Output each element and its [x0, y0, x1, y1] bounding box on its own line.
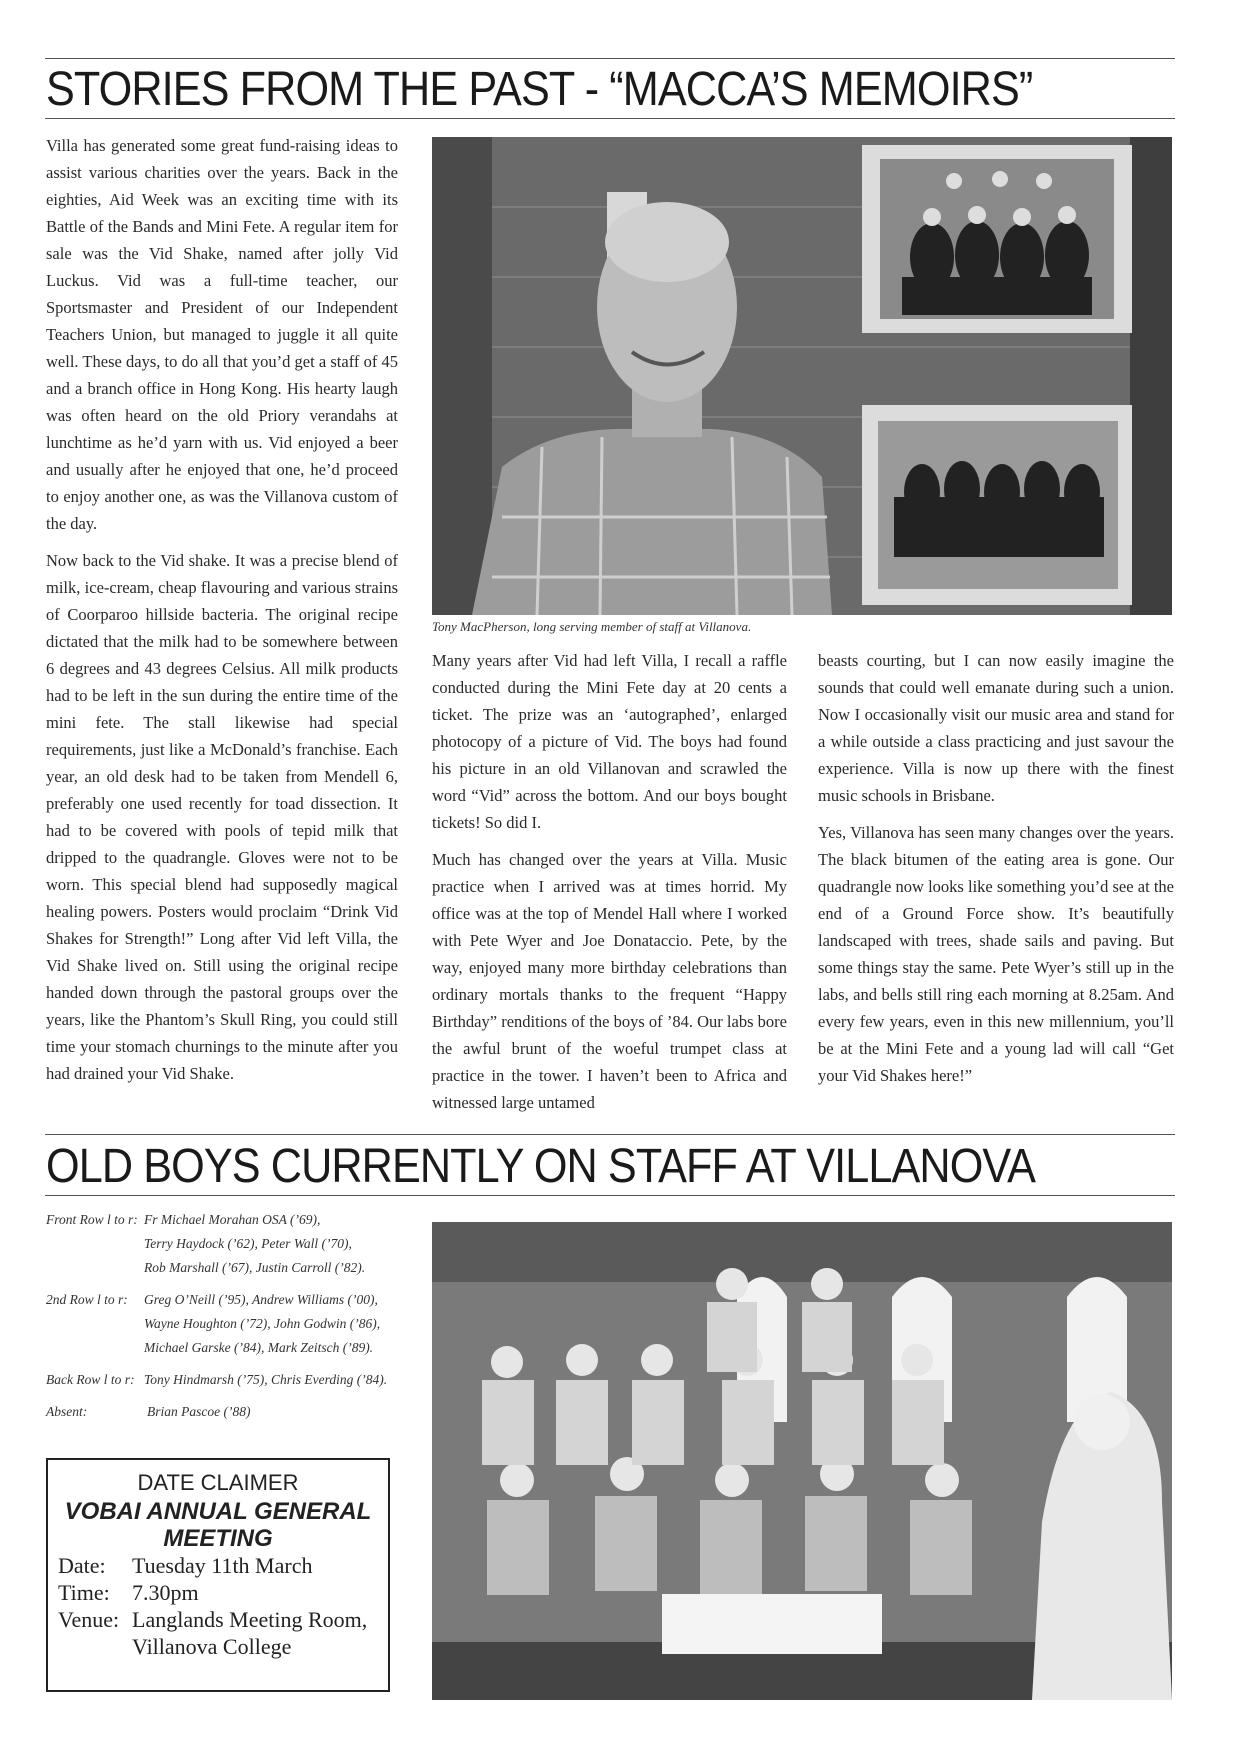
group-photo-illustration [432, 1222, 1172, 1700]
staff-credits [46, 1208, 426, 1432]
time-value: 7.30pm [132, 1580, 199, 1605]
date-row [58, 1552, 378, 1579]
venue-line: Villanova College [132, 1634, 292, 1659]
credit-line: Rob Marshall (’67), Justin Carroll (’82). [144, 1260, 366, 1275]
venue-row [58, 1606, 378, 1660]
credit-label: 2nd Row l to r: [46, 1292, 128, 1307]
credit-line: Terry Haydock (’62), Peter Wall (’70), [144, 1236, 352, 1251]
date-claimer-tag: DATE CLAIMER [137, 1470, 299, 1495]
date-label: Date: [58, 1553, 106, 1578]
date-claimer-box [46, 1458, 390, 1692]
staff-headline: OLD BOYS CURRENTLY ON STAFF AT VILLANOVA [46, 1140, 1036, 1193]
credit-line: Brian Pascoe (’88) [147, 1404, 251, 1419]
date-claimer-title: VOBAI ANNUAL GENERAL MEETING [64, 1498, 372, 1552]
photo-caption: Tony MacPherson, long serving member of staff at Villanova. [432, 619, 752, 634]
time-row [58, 1579, 378, 1606]
credit-front-row [46, 1208, 426, 1280]
staff-headline-underline [45, 1195, 1175, 1196]
story-paragraph: Villa has generated some great fund-raising ideas to assist various charities over the years. Back in the eighties, Aid Week was an exciting time with its Battle of the Bands and Mini Fete. A regular item for sale was the Vid Shake, named after jolly Vid Luckus. Vid was a full-time teacher, our Sportsmaster and President of our Independent Teachers Union, but managed to juggle it all quite well. These days, to do all that you’d get a staff of 45 and a branch office in Hong Kong. His hearty laugh was often heard on the old Priory verandahs at lunchtime as he’d yarn with us. Vid enjoyed a beer and usually after he enjoyed that one, he’d proceed to enjoy another one, as was the Villanova custom of the day. [46, 136, 398, 533]
story-paragraph: Many years after Vid had left Villa, I recall a raffle conducted during the Mini Fete day at 20 cents a ticket. The prize was an ‘autographed’, enlarged photocopy of a picture of Vid. The boys had found his picture in an old Villanovan and scrawled the word “Vid” across the bottom. And our boys bought tickets! So did I. [432, 651, 787, 832]
headline-underline [45, 118, 1175, 119]
venue-line: Langlands Meeting Room, [132, 1607, 368, 1632]
credit-line: Michael Garske (’84), Mark Zeitsch (’89). [144, 1340, 374, 1355]
story-paragraph: Yes, Villanova has seen many changes over the years. The black bitumen of the eating area is gone. Our quadrangle now looks like something you’d see at the end of a Ground Force show. It’s beautifully landscaped with trees, shade sails and paving. But some things stay the same. Pete Wyer’s still up in the labs, and bells still ring each morning at 8.25am. And every few years, even in this new millennium, you’ll be at the Mini Fete and a young lad will call “Get your Vid Shakes here!” [818, 823, 1174, 1085]
credit-line: Fr Michael Morahan OSA (’69), [144, 1212, 321, 1227]
venue-label: Venue: [58, 1607, 120, 1632]
story-paragraph: Now back to the Vid shake. It was a precise blend of milk, ice-cream, cheap flavouring and various strains of Coorparoo hillside bacteria. The original recipe dictated that the milk had to be somewhere between 6 degrees and 43 degrees Celsius. All milk products had to be left in the sun during the entire time of the mini fete. The stall likewise had special requirements, just like a McDonald’s franchise. Each year, an old desk had to be taken from Mendell 6, preferably one used recently for toad dissection. It had to be covered with pools of tepid milk that dripped to the quadrangle. Gloves were not to be worn. This special blend had supposedly magical healing powers. Posters would proclaim “Drink Vid Shakes for Strength!” Long after Vid left Villa, the Vid Shake lived on. Still using the original recipe handed down through the pastoral groups over the years, like the Phantom’s Skull Ring, you could still time your stomach churnings to the minute after you had drained your Vid Shake. [46, 551, 398, 1083]
portrait-illustration [432, 137, 1172, 615]
top-rule [45, 58, 1175, 59]
credit-label: Absent: [46, 1404, 88, 1419]
credit-back-row [46, 1368, 426, 1392]
story-headline: STORIES FROM THE PAST - “MACCA’S MEMOIRS” [46, 63, 1033, 116]
credit-line: Greg O’Neill (’95), Andrew Williams (’00), [144, 1292, 378, 1307]
story-paragraph: beasts courting, but I can now easily imagine the sounds that could well emanate during such a union. Now I occasionally visit our music area and stand for a while outside a class practicing and just savour the experience. Villa is now up there with the finest music schools in Brisbane. [818, 651, 1174, 805]
story-paragraph: Much has changed over the years at Villa. Music practice when I arrived was at times horrid. My office was at the top of Mendel Hall where I worked with Pete Wyer and Joe Donataccio. Pete, by the way, enjoyed many more birthday celebrations than ordinary mortals thanks to the frequent “Happy Birthday” renditions of the boys of ’84. Our labs bore the awful brunt of the woeful trumpet class at practice in the tower. I haven’t been to Africa and witnessed large untamed [432, 850, 787, 1112]
staff-group-photo [432, 1222, 1172, 1700]
credit-line: Tony Hindmarsh (’75), Chris Everding (’84). [144, 1372, 388, 1387]
credit-absent [46, 1400, 426, 1424]
time-label: Time: [58, 1580, 110, 1605]
credit-label: Front Row l to r: [46, 1212, 138, 1227]
story-column-2 [432, 647, 787, 1126]
tony-macpherson-photo [432, 137, 1172, 615]
staff-top-rule [45, 1134, 1175, 1135]
story-column-3 [818, 647, 1174, 1099]
credit-label: Back Row l to r: [46, 1372, 135, 1387]
credit-second-row [46, 1288, 426, 1360]
story-column-1 [46, 132, 398, 1097]
date-value: Tuesday 11th March [132, 1553, 313, 1578]
credit-line: Wayne Houghton (’72), John Godwin (’86), [144, 1316, 381, 1331]
